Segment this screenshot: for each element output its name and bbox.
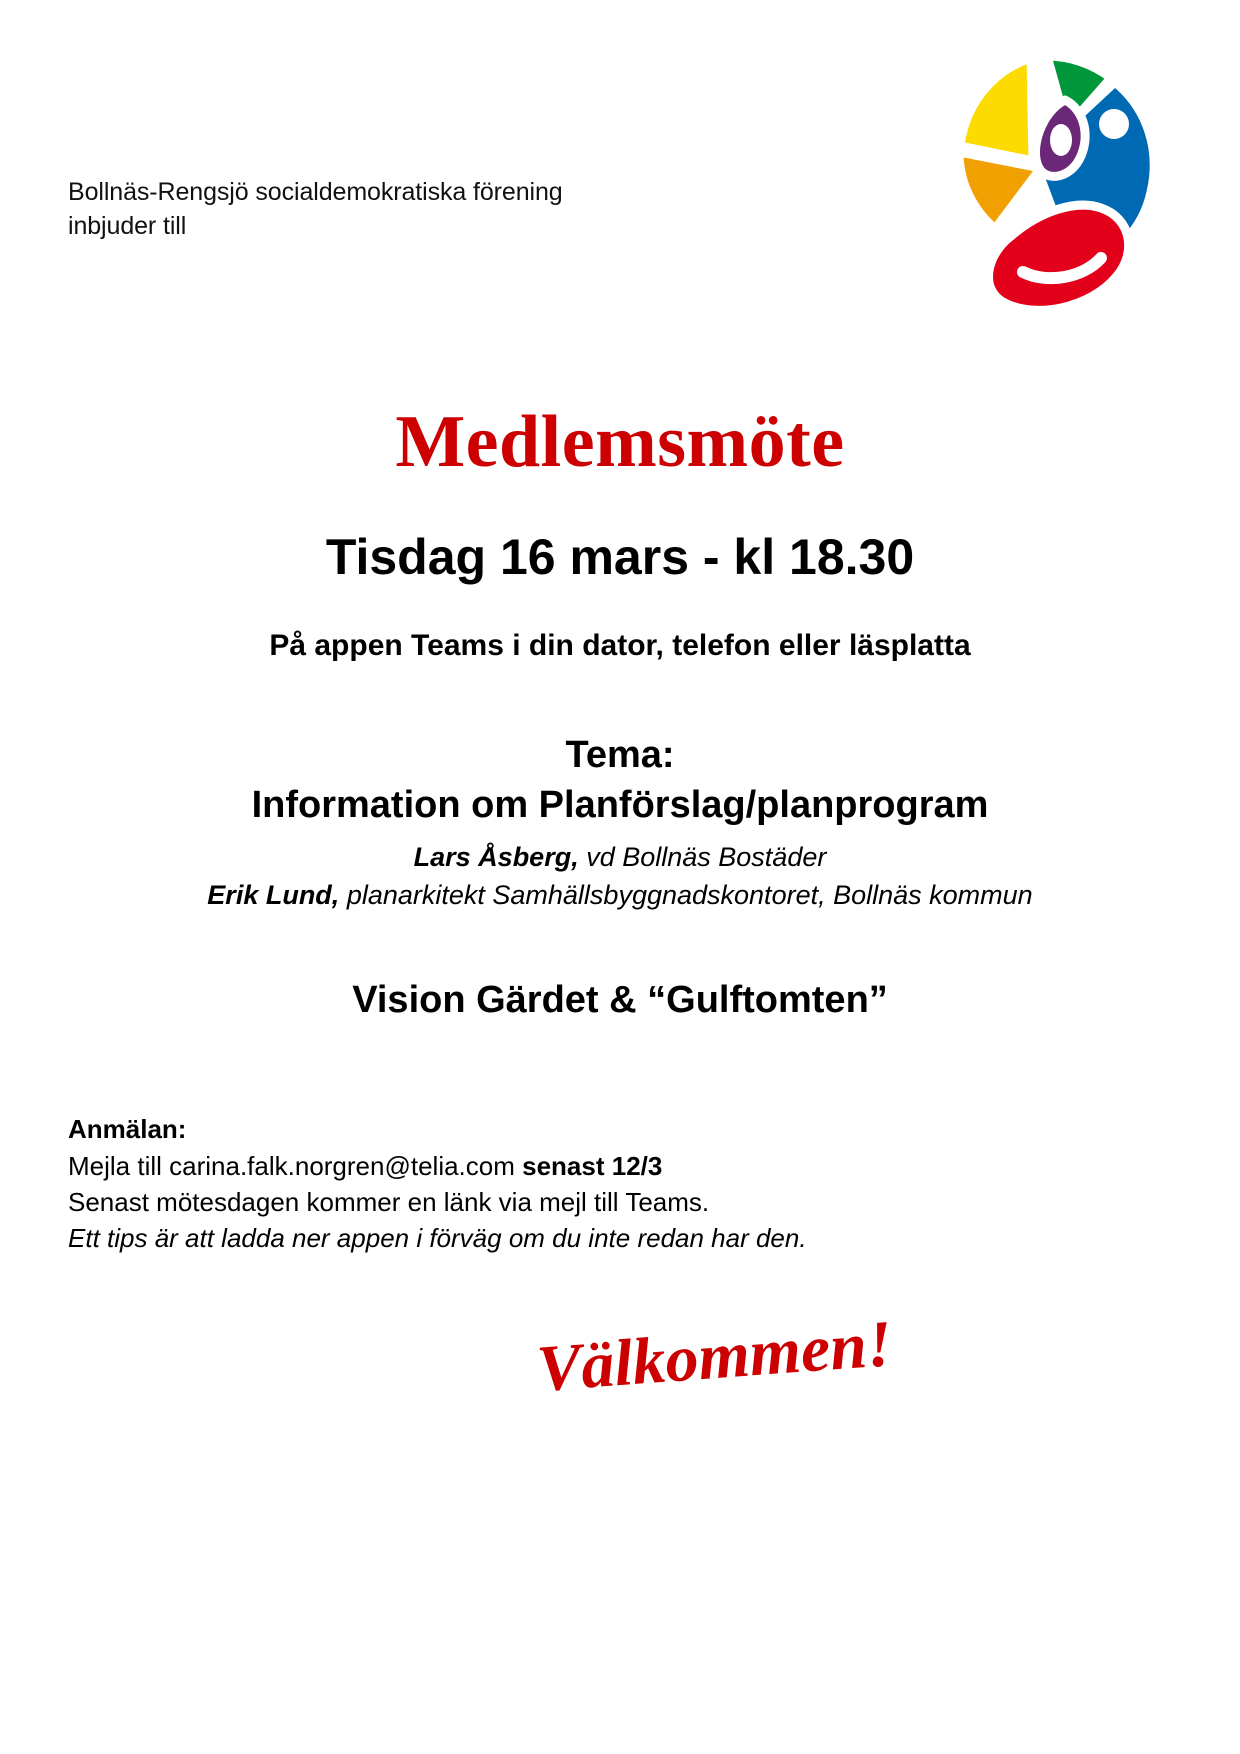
speaker-name: Erik Lund, bbox=[207, 880, 340, 910]
speaker-entry bbox=[0, 838, 1240, 876]
speaker-name: Lars Åsberg, bbox=[413, 842, 579, 872]
speaker-entry bbox=[0, 876, 1240, 914]
signup-link-line: Senast mötesdagen kommer en länk via mejl till Teams. bbox=[68, 1187, 710, 1217]
meeting-location: På appen Teams i din dator, telefon eller läsplatta bbox=[269, 629, 971, 662]
theme-block bbox=[0, 730, 1240, 914]
vision-heading: Vision Gärdet & “Gulftomten” bbox=[352, 979, 888, 1021]
signup-block bbox=[68, 1110, 1068, 1256]
welcome-text bbox=[0, 1280, 1240, 1449]
signup-title: Anmälan: bbox=[68, 1114, 187, 1144]
signup-email-line bbox=[68, 1148, 1068, 1184]
theme-title: Information om Planförslag/planprogram bbox=[251, 784, 989, 826]
theme-label: Tema: bbox=[565, 734, 675, 776]
signup-tip-line: Ett tips är att ladda ner appen i förväg om du inte redan har den. bbox=[68, 1223, 807, 1253]
welcome-label: Välkommen! bbox=[534, 1307, 895, 1406]
invitation-line: inbjuder till bbox=[68, 212, 187, 240]
meeting-date: Tisdag 16 mars - kl 18.30 bbox=[325, 529, 915, 585]
organization-name: Bollnäs-Rengsjö socialdemokratiska förening bbox=[68, 178, 563, 206]
speaker-role: planarkitekt Samhällsbyggnadskontoret, Bollnäs kommun bbox=[339, 880, 1033, 910]
signup-deadline: senast 12/3 bbox=[522, 1151, 663, 1181]
poster-title: Medlemsmöte bbox=[395, 401, 845, 483]
speaker-role: vd Bollnäs Bostäder bbox=[578, 842, 827, 872]
socialdemokraterna-rose-logo-icon bbox=[915, 40, 1185, 310]
signup-email-text: Mejla till carina.falk.norgren@telia.com bbox=[68, 1151, 523, 1181]
organization-header bbox=[68, 175, 768, 243]
